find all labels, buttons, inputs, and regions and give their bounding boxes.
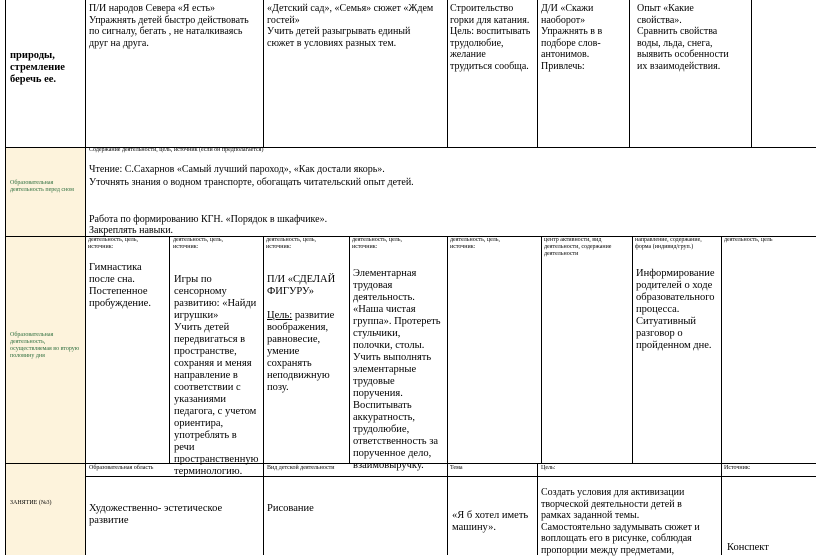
rule-left-edge [5, 0, 6, 555]
row3-label: Образовательная деятельность, осуществляемая во вторую половину дня [10, 332, 80, 359]
row2-reading: Чтение: С.Сахарнов «Самый лучший пароход», «Как достали якорь». [89, 164, 385, 175]
row2-header: Содержание деятельности, цель, источник (если он предполагается) [89, 147, 264, 153]
row3-sensory-title: Игры по сенсорному развитию: «Найди игрушки» [174, 274, 257, 321]
rule-r1-e [751, 0, 752, 147]
row3-header-4: деятельность, цель, источник: [352, 237, 402, 250]
row3-header-7: направление, содержание, форма (индивид/груп.) [635, 237, 702, 250]
rule-r3-e [541, 236, 542, 463]
row1-role-play: «Детский сад», «Семья» сюжет «Ждем гостей» Учить детей разыгрывать единый сюжет в условиях разных тем. [267, 3, 434, 49]
row4-label: ЗАНЯТИЕ (№3) [10, 500, 52, 506]
left-cell-bg-row4 [5, 463, 85, 555]
rule-r1-a [263, 0, 264, 147]
row3-gymnastics: Гимнастика после сна. Постепенное пробуждение. [89, 262, 151, 309]
row2-hygiene-work: Работа по формированию КГН. «Порядок в шкафчике». [89, 214, 328, 225]
row3-figure-goal: развитие воображения, равновесие, умение сохранять неподвижную позу. [267, 310, 335, 393]
row3-header-5: деятельность, цель, источник: [450, 237, 500, 250]
rule-r3-b [263, 236, 264, 463]
row3-header-6: центр активности, вид деятельности, содержание деятельности [544, 237, 612, 257]
row4-header-goal: Цель: [541, 465, 556, 471]
row3-figure-title: П/И «СДЕЛАЙ ФИГУРУ» [267, 274, 336, 297]
rule-r4-a [263, 463, 264, 555]
row1-outdoor-game: П/И народов Севера «Я есть» Упражнять детей быстро действовать по сигналу, бегать , не наталкиваясь друг на друга. [89, 3, 249, 49]
row4-activity: Рисование [267, 503, 314, 514]
row1-label: природы, стремление беречь ее. [10, 50, 65, 85]
rule-r4-b [447, 463, 448, 555]
row2-label: Образовательная деятельность перед сном [10, 180, 74, 193]
row3-sensory-goal: Учить детей передвигаться в пространстве, сохраняя и меняя направление в соответствии с указаниями педагога, с учетом ориентира, употреблять в речи пространственную терминологию. [174, 322, 259, 477]
row3-header-1: деятельность, цель, источник: [88, 237, 138, 250]
row1-didactic-game: Д/И «Скажи наоборот» Упражнять в в подборе слов- антонимов. Привлечь: [541, 3, 603, 72]
row3-figure-game [267, 262, 349, 394]
row3-figure-goal-label: Цель: [267, 310, 293, 321]
rule-r4-c [537, 463, 538, 555]
row1-experiment: Опыт «Какие свойства». Сравнить свойства воды, льда, снега, выявить особенности их взаимодействия. [637, 3, 729, 72]
rule-r3-f [632, 236, 633, 463]
rule-r1-c [537, 0, 538, 147]
row2-reading-goal: Уточнять знания о водном транспорте, обогащать читательский опыт детей. [89, 177, 414, 188]
row3-sensory-game [174, 262, 263, 490]
rule-label-column [85, 0, 86, 555]
row4-source: Конспект [727, 542, 769, 553]
row4-goal: Создать условия для активизации творческой деятельности детей в рамках заданной темы. Самостоятельно задумывать сюжет и воплощать его в рисунке, соблюдая пропорции между предметами, [541, 487, 700, 556]
rule-r3-d [447, 236, 448, 463]
rule-r3-c [349, 236, 350, 463]
rule-r3-a [169, 236, 170, 463]
row4-header-activity: Вид детской деятельности [267, 465, 335, 471]
row3-header-2: деятельность, цель, источник: [173, 237, 223, 250]
rule-r1-b [447, 0, 448, 147]
row3-labor: Элементарная трудовая деятельность. «Наша чистая группа». Протереть стульчики, полочки, столы. Учить выполнять элементарные трудовые поручения. Воспитывать аккуратность, трудолюбие, ответственность за порученное дело, взаимовыручку. [353, 268, 441, 471]
row3-header-8: деятельность, цель [724, 237, 773, 243]
row4-area: Художественно- эстетическое развитие [89, 503, 223, 526]
rule-r4-d [721, 463, 722, 555]
row4-header-source: Источник: [724, 465, 751, 471]
row4-header-area: Образовательная область [89, 465, 154, 471]
row3-parents: Информирование родителей о ходе образовательного процесса. Ситуативный разговор о пройденном дне. [636, 268, 715, 351]
row4-header-theme: Тема [450, 465, 463, 471]
row2-hygiene-goal: Закреплять навыки. [89, 225, 174, 236]
row1-construction: Строительство горки для катания. Цель: воспитывать трудолюбие, желание трудиться сообща. [450, 3, 531, 72]
rule-r1-d [629, 0, 630, 147]
row3-header-3: деятельность, цель, источник: [266, 237, 316, 250]
row4-theme: «Я б хотел иметь машину». [452, 510, 529, 533]
